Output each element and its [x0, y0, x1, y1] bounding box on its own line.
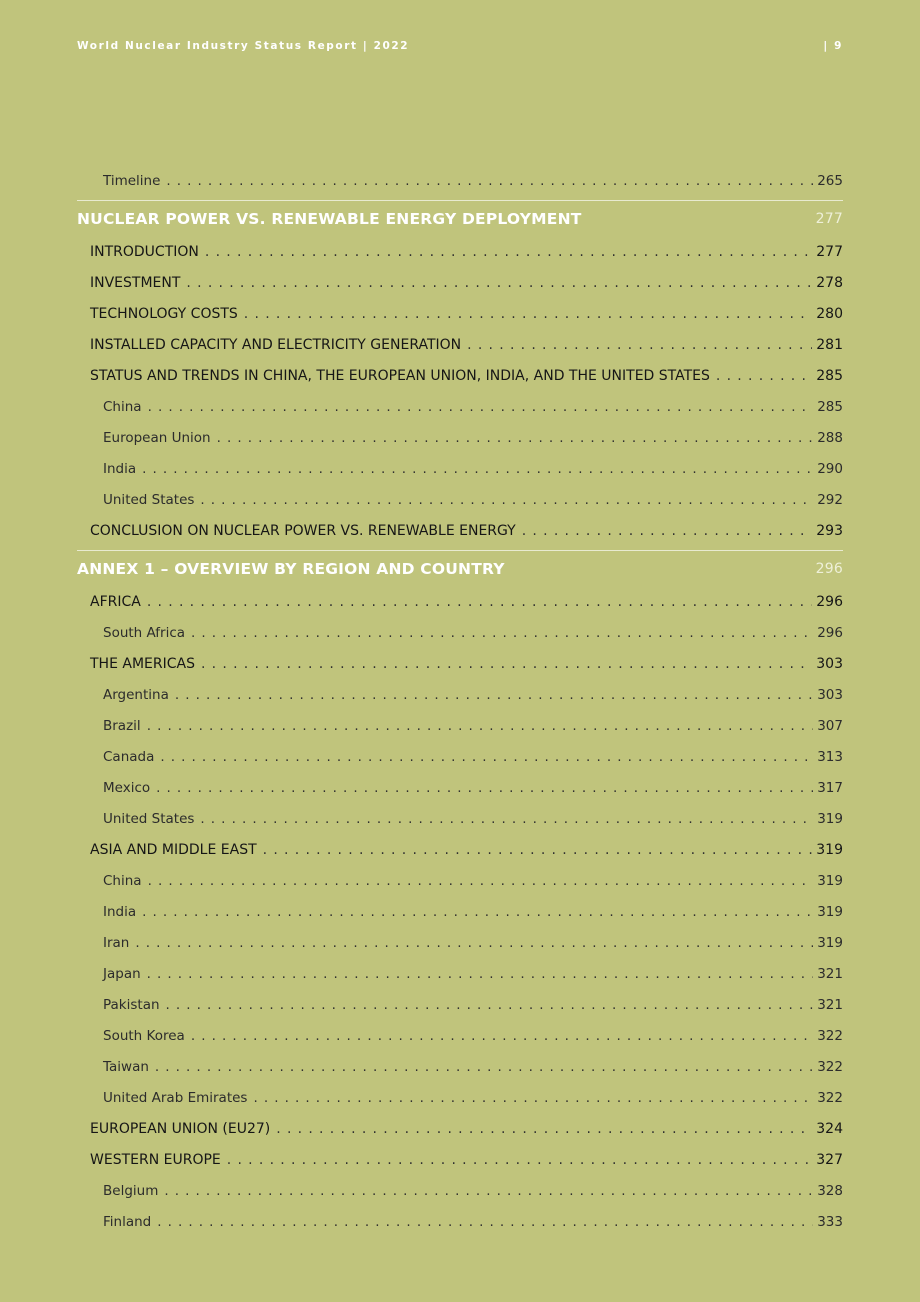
toc-entry-page: 319: [817, 873, 843, 889]
toc-entry-label: Brazil: [103, 718, 141, 734]
toc-entry-label: INVESTMENT: [90, 275, 181, 291]
toc-entry-page: 327: [816, 1152, 843, 1168]
toc-entry-page: 292: [817, 492, 843, 508]
toc-entry[interactable]: [77, 1114, 843, 1145]
dot-leader: [147, 711, 814, 742]
toc-entry-page: 285: [816, 368, 843, 384]
toc-entry-page: 307: [817, 718, 843, 734]
toc-entry[interactable]: [77, 361, 843, 392]
toc-entry[interactable]: [77, 1176, 843, 1207]
toc-entry-label: AFRICA: [90, 594, 141, 610]
toc-entry-page: 303: [817, 687, 843, 703]
toc-entry-page: 288: [817, 430, 843, 446]
toc-entry-page: 303: [816, 656, 843, 672]
toc-entry-page: 319: [817, 904, 843, 920]
toc-entry[interactable]: [77, 649, 843, 680]
toc-entry-label: South Africa: [103, 625, 186, 641]
toc-entry-label: Taiwan: [103, 1059, 149, 1075]
report-title: World Nuclear Industry Status Report | 2022: [77, 40, 410, 52]
toc-entry-label: EUROPEAN UNION (EU27): [90, 1121, 271, 1137]
toc-entry-label: Mexico: [103, 780, 151, 796]
dot-leader: [166, 166, 813, 197]
dot-leader: [147, 959, 814, 990]
toc-entry-page: 319: [816, 842, 843, 858]
toc-entry-label: WESTERN EUROPE: [90, 1152, 221, 1168]
toc-entry-label: Finland: [103, 1214, 152, 1230]
toc-entry[interactable]: [77, 516, 843, 547]
dot-leader: [175, 680, 813, 711]
chapter-title: ANNEX 1 – OVERVIEW BY REGION AND COUNTRY: [77, 560, 505, 578]
dot-leader: [135, 928, 813, 959]
toc-entry[interactable]: [77, 804, 843, 835]
toc-entry-page: 317: [817, 780, 843, 796]
toc-entry[interactable]: [77, 423, 843, 454]
toc-entry-page: 296: [816, 594, 843, 610]
toc-entry[interactable]: [77, 392, 843, 423]
toc-entry[interactable]: [77, 485, 843, 516]
toc-entry[interactable]: [77, 897, 843, 928]
dot-leader: [522, 516, 813, 547]
toc-entry-label: India: [103, 904, 137, 920]
toc-entry-page: 280: [816, 306, 843, 322]
toc-entry[interactable]: [77, 711, 843, 742]
dot-leader: [205, 237, 812, 268]
chapter1-entries: [77, 237, 843, 547]
toc-entry-page: 290: [817, 461, 843, 477]
toc-entry[interactable]: [77, 928, 843, 959]
toc-entry-page: 322: [817, 1028, 843, 1044]
toc-entry-page: 285: [817, 399, 843, 415]
toc-entry[interactable]: [77, 587, 843, 618]
toc-entry-label: Canada: [103, 749, 155, 765]
toc-entry[interactable]: [77, 618, 843, 649]
table-of-contents: [77, 166, 843, 1238]
toc-entry[interactable]: [77, 680, 843, 711]
toc-entry[interactable]: [77, 1207, 843, 1238]
toc-entry[interactable]: [77, 773, 843, 804]
dot-leader: [200, 485, 813, 516]
toc-entry[interactable]: [77, 454, 843, 485]
toc-entry-label: STATUS AND TRENDS IN CHINA, THE EUROPEAN UNION, INDIA, AND THE UNITED STATES: [90, 368, 710, 384]
running-header: [77, 40, 843, 52]
chapter-title: NUCLEAR POWER VS. RENEWABLE ENERGY DEPLOYMENT: [77, 210, 582, 228]
toc-entry-page: 313: [817, 749, 843, 765]
toc-entry[interactable]: [77, 1021, 843, 1052]
dot-leader: [227, 1145, 813, 1176]
chapter2-entries: [77, 587, 843, 1238]
toc-entry-label: China: [103, 873, 142, 889]
toc-entry[interactable]: [77, 330, 843, 361]
toc-entry-label: Timeline: [103, 173, 161, 189]
dot-leader: [166, 990, 814, 1021]
toc-entry-label: European Union: [103, 430, 211, 446]
dot-leader: [157, 1207, 813, 1238]
toc-entry-timeline[interactable]: [77, 166, 843, 197]
toc-entry-label: INTRODUCTION: [90, 244, 199, 260]
toc-entry-page: 333: [817, 1214, 843, 1230]
toc-entry[interactable]: [77, 1052, 843, 1083]
toc-entry-label: ASIA AND MIDDLE EAST: [90, 842, 257, 858]
dot-leader: [142, 454, 813, 485]
dot-leader: [191, 618, 813, 649]
dot-leader: [148, 866, 814, 897]
toc-entry-label: CONCLUSION ON NUCLEAR POWER VS. RENEWABLE ENERGY: [90, 523, 516, 539]
toc-entry-page: 293: [816, 523, 843, 539]
toc-entry[interactable]: [77, 835, 843, 866]
dot-leader: [201, 649, 812, 680]
toc-entry-label: United States: [103, 811, 195, 827]
toc-entry-page: 265: [817, 173, 843, 189]
toc-entry-label: Belgium: [103, 1183, 159, 1199]
dot-leader: [142, 897, 813, 928]
toc-entry-page: 324: [816, 1121, 843, 1137]
dot-leader: [147, 587, 812, 618]
dot-leader: [200, 804, 813, 835]
dot-leader: [148, 392, 814, 423]
toc-entry-label: TECHNOLOGY COSTS: [90, 306, 238, 322]
toc-entry-page: 322: [817, 1059, 843, 1075]
toc-entry-page: 319: [817, 811, 843, 827]
toc-entry-page: 319: [817, 935, 843, 951]
toc-entry-page: 277: [816, 244, 843, 260]
dot-leader: [716, 361, 812, 392]
toc-entry-label: China: [103, 399, 142, 415]
toc-entry-label: Iran: [103, 935, 130, 951]
toc-entry-page: 296: [817, 625, 843, 641]
toc-entry-label: United States: [103, 492, 195, 508]
chapter-page: 277: [815, 211, 843, 227]
toc-entry-page: 321: [817, 966, 843, 982]
dot-leader: [244, 299, 812, 330]
dot-leader: [164, 1176, 813, 1207]
toc-entry[interactable]: [77, 1145, 843, 1176]
chapter-page: 296: [815, 561, 843, 577]
toc-entry-label: India: [103, 461, 137, 477]
chapter-heading-annex-1[interactable]: [77, 550, 843, 587]
dot-leader: [263, 835, 813, 866]
dot-leader: [467, 330, 812, 361]
toc-entry[interactable]: [77, 237, 843, 268]
toc-entry[interactable]: [77, 1083, 843, 1114]
toc-entry-page: 278: [816, 275, 843, 291]
toc-entry-label: Argentina: [103, 687, 169, 703]
toc-entry[interactable]: [77, 990, 843, 1021]
toc-entry-label: South Korea: [103, 1028, 185, 1044]
toc-entry-page: 281: [816, 337, 843, 353]
dot-leader: [191, 1021, 813, 1052]
toc-entry[interactable]: [77, 742, 843, 773]
dot-leader: [276, 1114, 812, 1145]
toc-entry-label: THE AMERICAS: [90, 656, 195, 672]
toc-entry-page: 328: [817, 1183, 843, 1199]
dot-leader: [156, 773, 813, 804]
toc-entry-page: 322: [817, 1090, 843, 1106]
toc-entry[interactable]: [77, 268, 843, 299]
dot-leader: [160, 742, 813, 773]
chapter-heading-nuclear-vs-renewables[interactable]: [77, 200, 843, 237]
page-number: | 9: [823, 40, 843, 52]
dot-leader: [155, 1052, 813, 1083]
dot-leader: [186, 268, 812, 299]
toc-entry-label: INSTALLED CAPACITY AND ELECTRICITY GENERATION: [90, 337, 462, 353]
dot-leader: [217, 423, 814, 454]
toc-entry-page: 321: [817, 997, 843, 1013]
toc-entry-label: Japan: [103, 966, 141, 982]
dot-leader: [253, 1083, 813, 1114]
toc-entry[interactable]: [77, 299, 843, 330]
toc-entry-label: Pakistan: [103, 997, 160, 1013]
toc-entry[interactable]: [77, 959, 843, 990]
toc-entry-label: United Arab Emirates: [103, 1090, 248, 1106]
toc-entry[interactable]: [77, 866, 843, 897]
